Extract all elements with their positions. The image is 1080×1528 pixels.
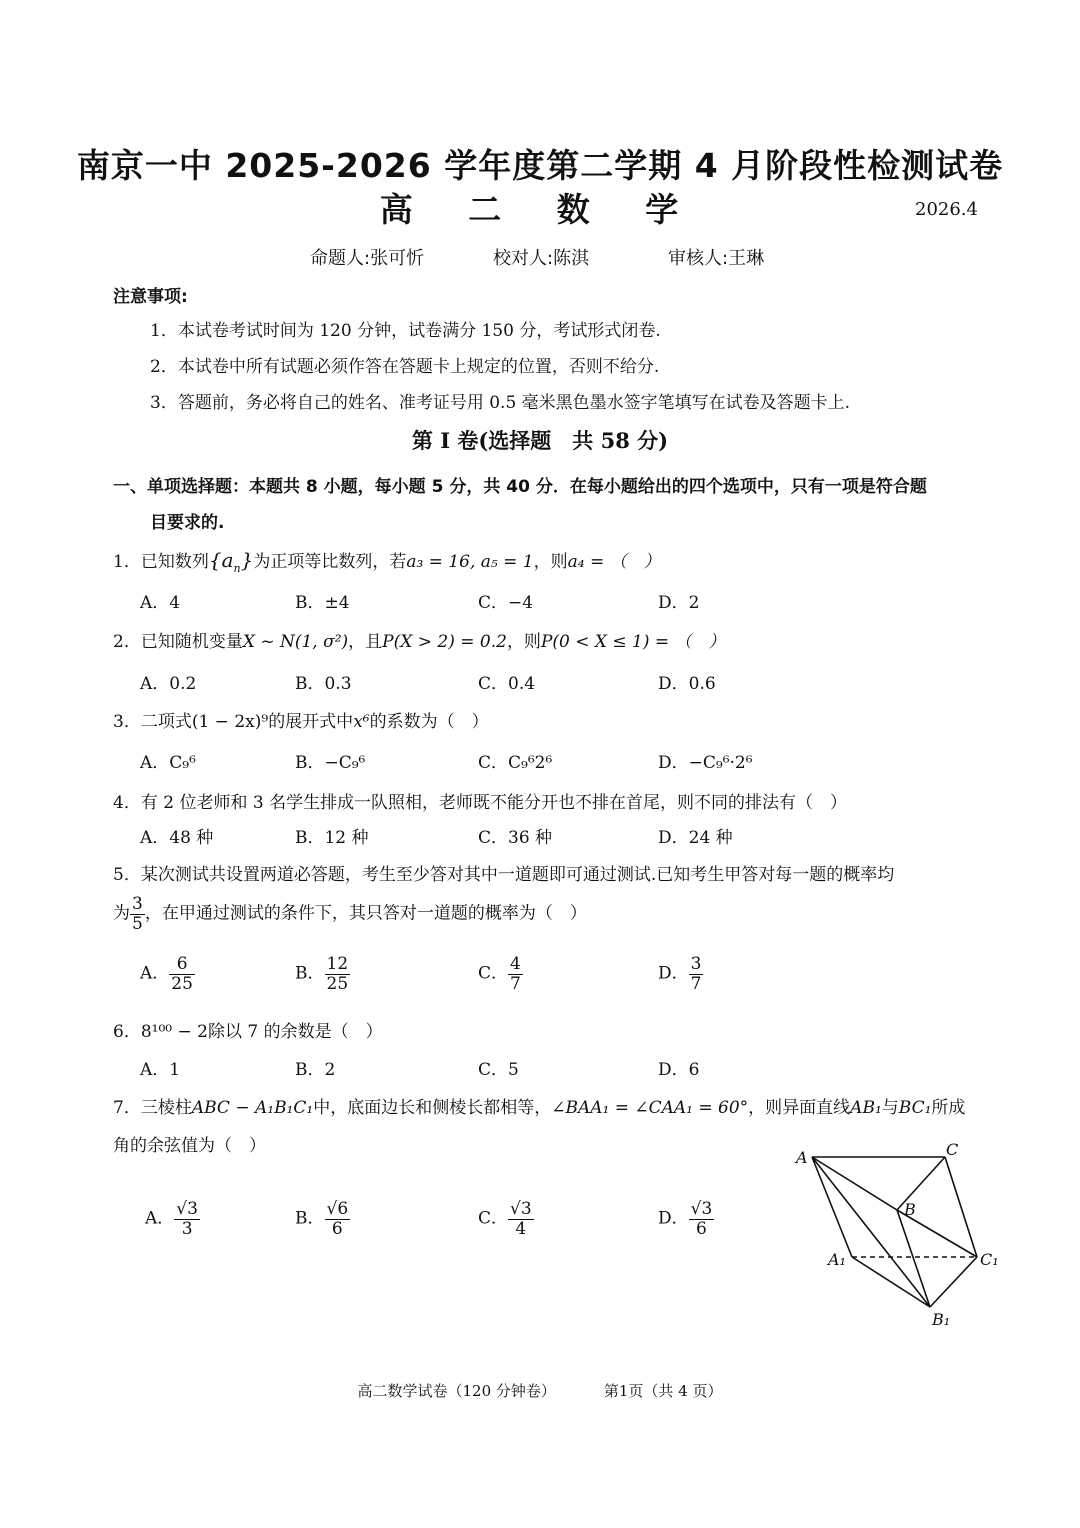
fraction-numerator: 3 xyxy=(690,954,702,974)
section-instructions: 一、单项选择题：本题共 8 小题，每小题 5 分，共 40 分．在每小题给出的四个选项中，只有一项是符合题 xyxy=(113,477,927,497)
q7-line-bc1: BC₁ xyxy=(898,1098,932,1118)
q2-option-a[interactable]: A．0.2 xyxy=(140,674,197,694)
question-5-cont xyxy=(113,895,587,933)
option-fraction xyxy=(508,1200,534,1238)
q7-angles: ∠BAA₁ = ∠CAA₁ = 60° xyxy=(551,1098,749,1118)
option-label: A． xyxy=(140,963,170,984)
q1-text: 1．已知数列 xyxy=(113,552,209,572)
q6-option-b[interactable]: B．2 xyxy=(295,1060,336,1080)
fraction-denominator: 5 xyxy=(132,913,143,934)
q7-option-c[interactable] xyxy=(478,1200,534,1238)
option-label: C． xyxy=(478,1208,509,1229)
option-label: B． xyxy=(295,963,325,984)
fraction-numerator: 6 xyxy=(169,955,195,975)
q5-text: 为 xyxy=(113,903,130,924)
q7-text-mid: 中，底面边长和侧棱长都相等， xyxy=(313,1098,552,1118)
q1-option-c[interactable]: C．−4 xyxy=(478,593,534,613)
fraction-numerator: 12 xyxy=(326,954,349,974)
q3-text: 3．二项式 xyxy=(113,712,192,732)
q2-option-d[interactable]: D．0.6 xyxy=(658,674,716,694)
option-fraction xyxy=(325,955,351,993)
q1-sequence: $\{a_n\}$ xyxy=(208,548,254,575)
q4-option-d[interactable]: D．24 种 xyxy=(658,828,733,848)
q2-option-b[interactable]: B．0.3 xyxy=(295,674,352,694)
label-a1: A₁ xyxy=(828,1250,846,1269)
fraction-numerator: 3 xyxy=(132,894,143,914)
q6-option-a[interactable]: A．1 xyxy=(140,1060,181,1080)
label-c1: C₁ xyxy=(980,1250,999,1269)
q1-option-b[interactable]: B．±4 xyxy=(295,593,350,613)
question-3 xyxy=(113,707,489,732)
edge-cc1 xyxy=(945,1157,977,1257)
q1-ask: a₄ = （ ） xyxy=(567,552,661,572)
line-ab1 xyxy=(812,1157,930,1307)
option-label: C． xyxy=(478,963,509,984)
question-2 xyxy=(113,627,726,652)
q7-option-a[interactable] xyxy=(145,1200,200,1238)
section-instructions-cont: 目要求的. xyxy=(150,513,225,533)
question-6 xyxy=(113,1017,383,1042)
option-fraction xyxy=(174,1200,200,1238)
note-item: 2．本试卷中所有试题必须作答在答题卡上规定的位置，否则不给分. xyxy=(150,357,660,377)
q2-condition: P(X > 2) = 0.2 xyxy=(382,632,507,652)
q3-term: x⁶ xyxy=(353,712,370,732)
fraction-numerator: √3 xyxy=(176,1199,198,1219)
q2-text-mid: ，且 xyxy=(348,632,383,652)
prism-figure xyxy=(790,1135,1010,1335)
edge-a1b1 xyxy=(852,1257,930,1307)
notes-heading: 注意事项: xyxy=(113,287,188,307)
q6-text-post: 除以 7 的余数是（ ） xyxy=(207,1022,383,1042)
fraction-denominator: 6 xyxy=(696,1218,707,1239)
fraction-numerator: 4 xyxy=(510,954,521,974)
part-heading: 第 Ⅰ 卷(选择题 共 58 分) xyxy=(411,428,669,453)
edge-aa1 xyxy=(812,1157,852,1257)
q7-text: 7．三棱柱 xyxy=(113,1098,192,1118)
q3-option-d[interactable]: D．−C₉⁶·2⁶ xyxy=(658,753,753,773)
option-fraction xyxy=(169,955,195,993)
q5-text-post: ，在甲通过测试的条件下，其只答对一道题的概率为（ ） xyxy=(144,903,587,924)
q6-option-c[interactable]: C．5 xyxy=(478,1060,519,1080)
q4-option-b[interactable]: B．12 种 xyxy=(295,828,369,848)
q3-text-post: 的系数为（ ） xyxy=(369,712,489,732)
q5-option-c[interactable] xyxy=(478,955,523,993)
q5-option-d[interactable] xyxy=(658,955,703,993)
question-5: 5．某次测试共设置两道必答题，考生至少答对其中一道题即可通过测试.已知考生甲答对每一题的概率均 xyxy=(113,865,895,885)
q1-text-post: ，则 xyxy=(533,552,568,572)
fraction-denominator: 7 xyxy=(510,973,521,994)
option-fraction xyxy=(689,1200,715,1238)
q2-text-post: ，则 xyxy=(506,632,541,652)
fraction-denominator: 4 xyxy=(515,1218,527,1239)
fraction-denominator: 3 xyxy=(181,1218,193,1239)
fraction-denominator: 7 xyxy=(690,973,702,994)
q5-probability xyxy=(130,895,145,933)
edge-bb1 xyxy=(897,1210,930,1307)
q1-condition: a₃ = 16, a₅ = 1 xyxy=(406,552,534,572)
q2-option-c[interactable]: C．0.4 xyxy=(478,674,536,694)
q3-text-mid: 的展开式中 xyxy=(268,712,354,732)
option-fraction xyxy=(325,1200,351,1238)
option-label: B． xyxy=(295,1208,325,1229)
fraction-denominator: 6 xyxy=(331,1218,343,1239)
edge-b1c1 xyxy=(930,1257,977,1307)
footer-exam-name: 高二数学试卷（120 分钟卷） xyxy=(357,1382,556,1400)
fraction-denominator: 25 xyxy=(326,973,349,994)
q6-option-d[interactable]: D．6 xyxy=(658,1060,700,1080)
question-1 xyxy=(113,547,661,575)
q1-text-mid: 为正项等比数列，若 xyxy=(253,552,407,572)
label-b1: B₁ xyxy=(932,1310,951,1329)
q7-option-d[interactable] xyxy=(658,1200,714,1238)
q2-text: 2．已知随机变量 xyxy=(113,632,243,652)
fraction-numerator: √3 xyxy=(690,1199,713,1219)
reviewer-label: 审核人:王琳 xyxy=(668,248,765,269)
fraction-denominator: 25 xyxy=(171,973,193,994)
q3-option-c[interactable]: C．C₉⁶2⁶ xyxy=(478,753,553,773)
q2-distribution: X ~ N(1, σ²) xyxy=(242,632,349,652)
fraction-numerator: √3 xyxy=(510,1199,532,1219)
exam-date: 2026.4 xyxy=(915,199,978,220)
q1-option-d[interactable]: D．2 xyxy=(658,593,700,613)
checker-label: 校对人:陈淇 xyxy=(493,248,590,269)
exam-title: 南京一中 2025-2026 学年度第二学期 4 月阶段性检测试卷 xyxy=(76,146,1004,185)
q5-option-a[interactable] xyxy=(140,955,195,993)
option-label: A． xyxy=(145,1208,175,1229)
option-fraction xyxy=(689,955,704,993)
label-a: A xyxy=(796,1148,808,1167)
subject-title: 高 二 数 学 xyxy=(379,190,701,229)
question-7 xyxy=(113,1093,965,1118)
q4-option-c[interactable]: C．36 种 xyxy=(478,828,553,848)
note-item: 1．本试卷考试时间为 120 分钟，试卷满分 150 分，考试形式闭卷. xyxy=(150,321,661,341)
option-label: D． xyxy=(658,1208,689,1229)
label-c: C xyxy=(946,1140,959,1159)
label-b: B xyxy=(904,1200,916,1219)
note-item: 3．答题前，务必将自己的姓名、准考证号用 0.5 毫米黑色墨水签字笔填写在试卷及答题卡上. xyxy=(150,393,851,413)
option-fraction xyxy=(508,955,523,993)
question-7-cont: 角的余弦值为（ ） xyxy=(113,1136,266,1156)
option-label: D． xyxy=(658,963,689,984)
q7-prism: ABC − A₁B₁C₁ xyxy=(191,1098,314,1118)
q1-option-a[interactable]: A．4 xyxy=(140,593,181,613)
q3-binomial: (1 − 2x)⁹ xyxy=(191,712,269,732)
q7-text-end: 所成 xyxy=(931,1098,966,1118)
q7-text-post: ，则异面直线 xyxy=(748,1098,851,1118)
fraction-numerator: √6 xyxy=(326,1199,349,1219)
footer-page-number: 第1页（共 4 页） xyxy=(603,1382,723,1400)
q3-option-b[interactable]: B．−C₉⁶ xyxy=(295,753,366,773)
q3-option-a[interactable]: A．C₉⁶ xyxy=(140,753,196,773)
edge-ab xyxy=(812,1157,897,1210)
q7-option-b[interactable] xyxy=(295,1200,350,1238)
q4-option-a[interactable]: A．48 种 xyxy=(140,828,214,848)
question-4: 4．有 2 位老师和 3 名学生排成一队照相，老师既不能分开也不排在首尾，则不同的排法有（ ） xyxy=(113,793,848,813)
q6-text: 6． xyxy=(113,1022,141,1042)
q7-and: 与 xyxy=(881,1098,899,1118)
q2-ask: P(0 < X ≤ 1) = （ ） xyxy=(540,632,726,652)
q5-option-b[interactable] xyxy=(295,955,350,993)
author-label: 命题人:张可忻 xyxy=(310,248,425,269)
q6-expression: 8¹⁰⁰ − 2 xyxy=(140,1022,208,1042)
q7-line-ab1: AB₁ xyxy=(850,1098,882,1118)
page-footer xyxy=(0,1380,1080,1401)
